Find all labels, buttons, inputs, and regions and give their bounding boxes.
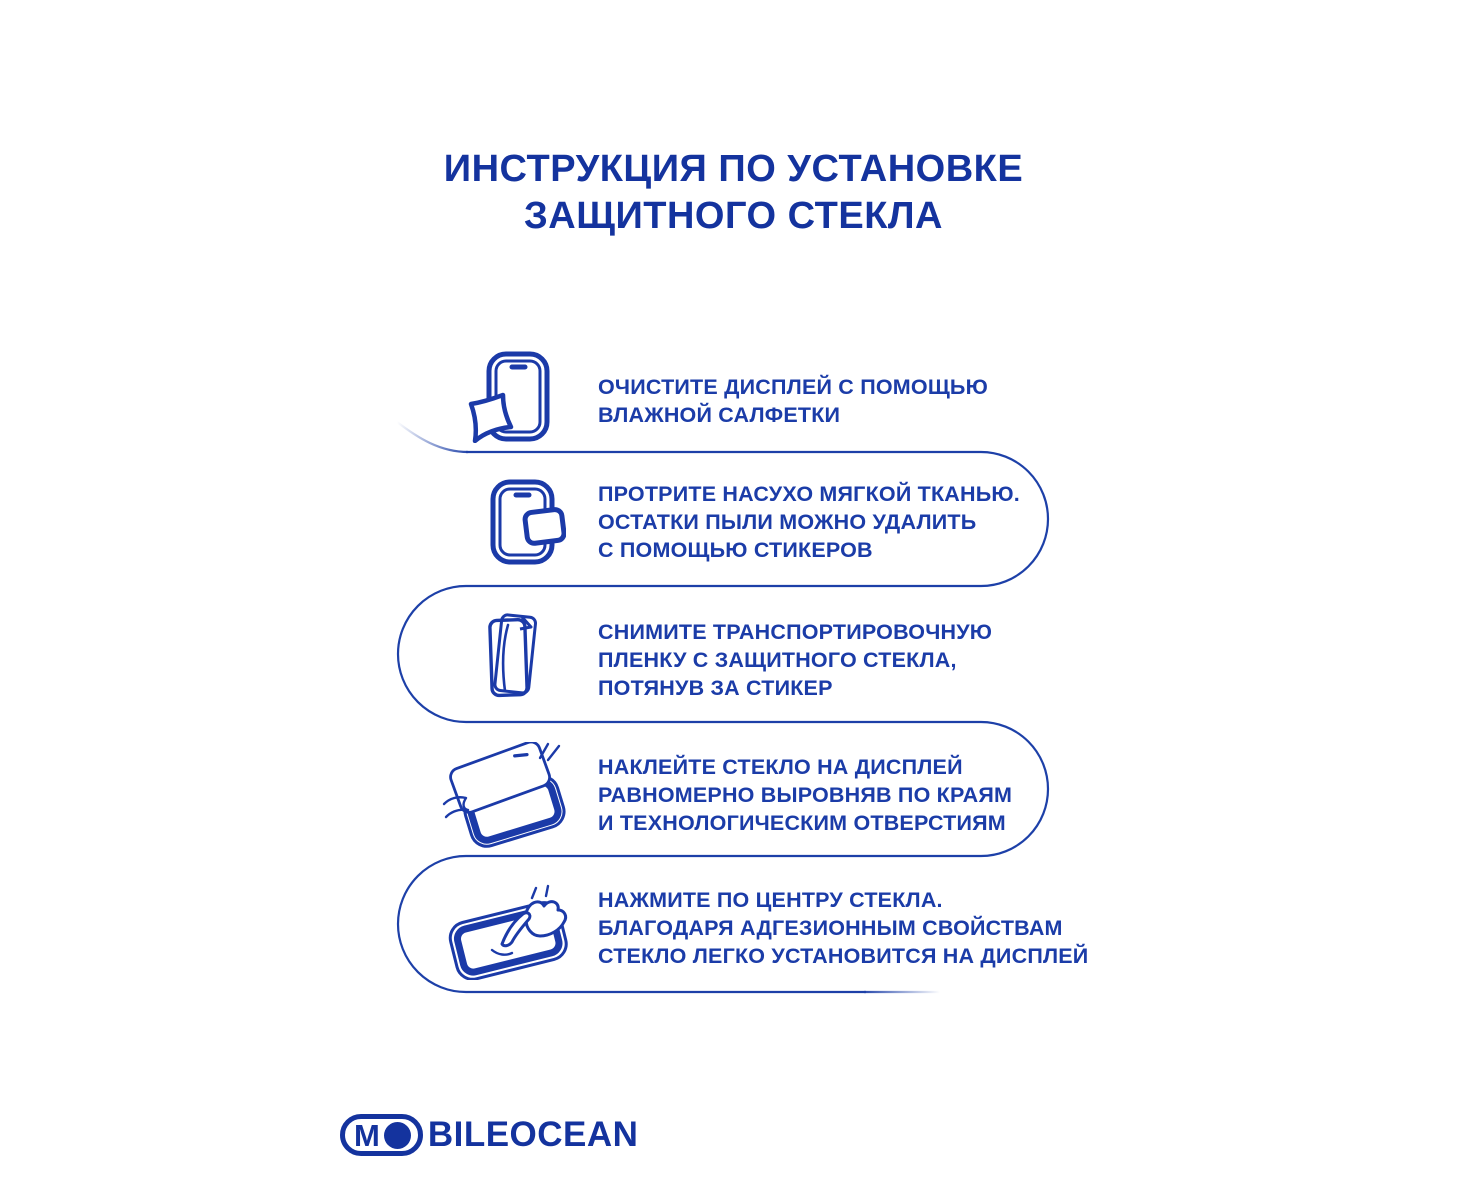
step-2-line-1: ПРОТРИТЕ НАСУХО МЯГКОЙ ТКАНЬЮ.	[598, 482, 1020, 506]
brand-logo	[340, 1114, 638, 1156]
fade-in-curve	[397, 422, 468, 452]
page-title-line2: ЗАЩИТНОГО СТЕКЛА	[523, 195, 943, 237]
logo-letter-m: M	[354, 1117, 380, 1153]
step-2-line-2: ОСТАТКИ ПЫЛИ МОЖНО УДАЛИТЬ	[598, 510, 977, 535]
press-center-icon	[446, 874, 586, 980]
step-3-line-1: СНИМИТЕ ТРАНСПОРТИРОВОЧНУЮ	[598, 620, 993, 644]
step-1-line-1: ОЧИСТИТЕ ДИСПЛЕЙ С ПОМОЩЬЮ	[598, 375, 988, 399]
step-2-text	[598, 480, 1020, 565]
step-5-line-1: НАЖМИТЕ ПО ЦЕНТРУ СТЕКЛА.	[598, 888, 943, 912]
step-1-text	[598, 373, 988, 429]
step-4-text	[598, 753, 1012, 838]
step-5-text	[598, 886, 1088, 971]
step-4-line-3: И ТЕХНОЛОГИЧЕСКИМ ОТВЕРСТИЯМ	[598, 811, 1006, 836]
step-4-line-1: НАКЛЕЙТЕ СТЕКЛО НА ДИСПЛЕЙ	[598, 755, 963, 779]
step-5-line-3: СТЕКЛО ЛЕГКО УСТАНОВИТСЯ НА ДИСПЛЕЙ	[598, 944, 1089, 969]
page-title	[0, 146, 1467, 240]
logo-circle-icon	[384, 1122, 411, 1149]
step-1-line-2: ВЛАЖНОЙ САЛФЕТКИ	[598, 403, 841, 428]
step-3-line-3: ПОТЯНУВ ЗА СТИКЕР	[598, 676, 833, 701]
page-title-line1: ИНСТРУКЦИЯ ПО УСТАНОВКЕ	[443, 148, 1024, 190]
step-4-line-2: РАВНОМЕРНО ВЫРОВНЯВ ПО КРАЯМ	[598, 783, 1013, 808]
phone-wipe-icon	[468, 351, 550, 443]
step-3-text	[598, 618, 992, 703]
glass-align-icon	[442, 742, 574, 850]
step-5-line-2: БЛАГОДАРЯ АДГЕЗИОННЫМ СВОЙСТВАМ	[598, 916, 1063, 941]
step-2-line-3: С ПОМОЩЬЮ СТИКЕРОВ	[598, 538, 873, 563]
logo-wordmark: BILEOCEAN	[427, 1115, 639, 1154]
step-3-line-2: ПЛЕНКУ С ЗАЩИТНОГО СТЕКЛА,	[598, 648, 957, 673]
logo-pill	[340, 1114, 423, 1156]
film-peel-icon	[484, 612, 544, 700]
phone-sticker-icon	[490, 479, 566, 565]
